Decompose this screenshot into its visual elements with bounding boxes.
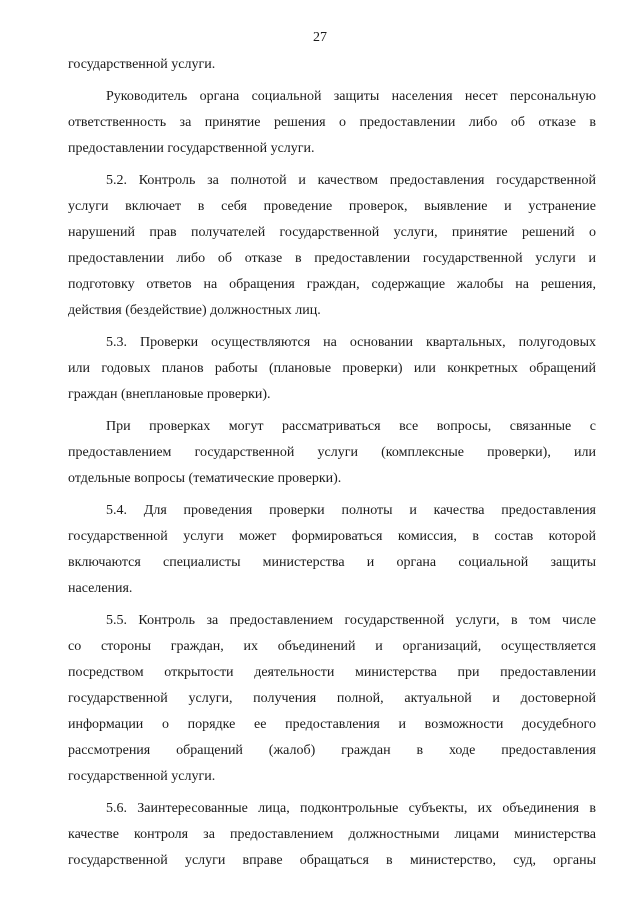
text-line: рассмотрения обращений (жалоб) граждан в ходе предоставления [68,743,596,758]
paragraph [68,414,596,492]
text-line: населения. [68,581,133,596]
text-line: ответственность за принятие решения о предоставлении либо об отказе в [68,115,596,130]
document-body [68,52,596,880]
text-line: 5.5. Контроль за предоставлением государственной услуги, в том числе [106,613,596,628]
text-line: со стороны граждан, их объединений и организаций, осуществляется [68,639,596,654]
text-line: отдельные вопросы (тематические проверки). [68,471,342,486]
text-line: предоставлении либо об отказе в предоставлении государственной услуги и [68,251,596,266]
paragraph [68,608,596,790]
text-line: государственной услуги. [68,769,216,784]
text-line: или годовых планов работы (плановые проверки) или конкретных обращений [68,361,596,376]
page-number: 27 [313,30,327,45]
text-line: предоставлением государственной услуги (комплексные проверки), или [68,445,596,460]
paragraph [68,498,596,602]
text-line: При проверках могут рассматриваться все вопросы, связанные с [106,419,596,434]
text-line: посредством открытости деятельности министерства при предоставлении [68,665,596,680]
paragraph [68,796,596,874]
text-line: государственной услуги. [68,57,216,72]
text-line: граждан (внеплановые проверки). [68,387,271,402]
text-line: нарушений прав получателей государственной услуги, принятие решений о [68,225,596,240]
paragraph [68,330,596,408]
text-line: качестве контроля за предоставлением должностными лицами министерства [68,827,596,842]
text-line: 5.4. Для проведения проверки полноты и качества предоставления [106,503,596,518]
text-line: 5.3. Проверки осуществляются на основании квартальных, полугодовых [106,335,596,350]
text-line: информации о порядке ее предоставления и возможности досудебного [68,717,596,732]
text-line: услуги включает в себя проведение проверок, выявление и устранение [68,199,596,214]
text-line: Руководитель органа социальной защиты населения несет персональную [106,89,596,104]
text-line: государственной услуги, получения полной, актуальной и достоверной [68,691,596,706]
paragraph [68,52,596,78]
paragraph [68,168,596,324]
text-line: предоставлении государственной услуги. [68,141,315,156]
text-line: государственной услуги может формироваться комиссия, в состав которой [68,529,596,544]
text-line: подготовку ответов на обращения граждан, содержащие жалобы на решения, [68,277,596,292]
text-line: государственной услуги вправе обращаться в министерство, суд, органы [68,853,596,868]
paragraph [68,84,596,162]
text-line: 5.2. Контроль за полнотой и качеством предоставления государственной [106,173,596,188]
text-line: включаются специалисты министерства и органа социальной защиты [68,555,596,570]
text-line: действия (бездействие) должностных лиц. [68,303,321,318]
text-line: 5.6. Заинтересованные лица, подконтрольные субъекты, их объединения в [106,801,596,816]
